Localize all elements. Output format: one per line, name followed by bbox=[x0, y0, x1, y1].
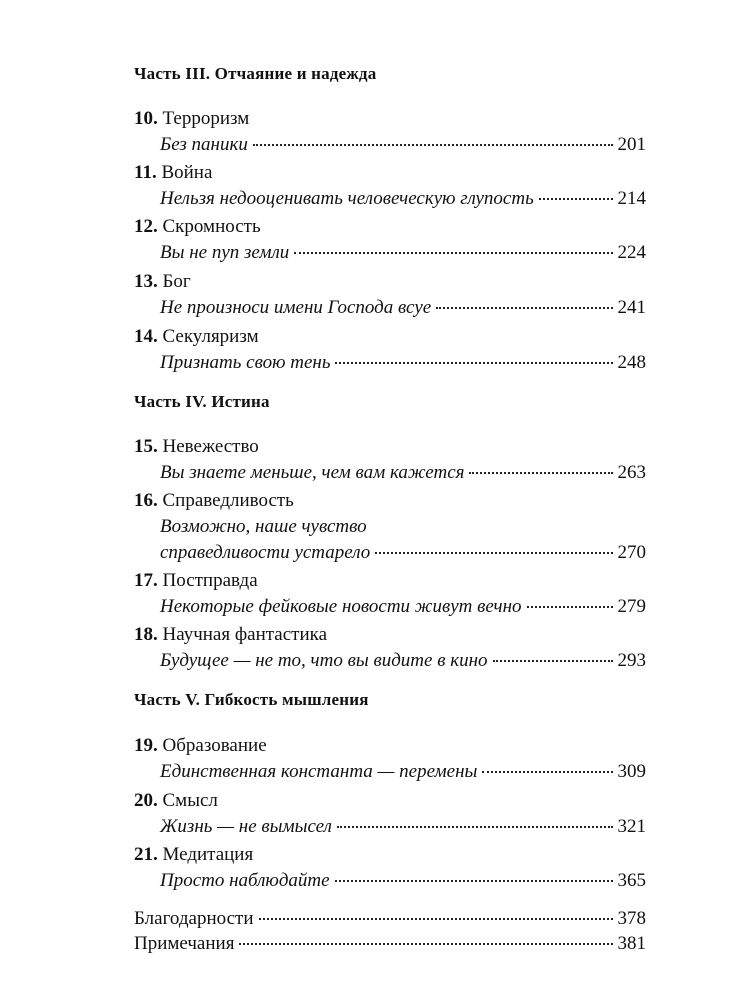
chapter-title: Образование bbox=[162, 735, 267, 756]
toc-entry-10[interactable] bbox=[134, 106, 646, 158]
backmatter-title: Примечания bbox=[134, 933, 235, 954]
dot-leader bbox=[337, 826, 613, 828]
chapter-title: Смысл bbox=[162, 790, 218, 811]
chapter-number: 20. bbox=[134, 790, 158, 811]
toc-entry-21[interactable] bbox=[134, 842, 646, 894]
toc-entry-notes[interactable] bbox=[134, 931, 646, 957]
page-number: 248 bbox=[617, 352, 646, 373]
chapter-subtitle: Без паники bbox=[160, 134, 248, 155]
page-number: 263 bbox=[617, 462, 646, 483]
chapter-title: Медитация bbox=[162, 844, 254, 865]
dot-leader bbox=[482, 771, 612, 773]
chapter-number: 13. bbox=[134, 271, 158, 292]
chapter-subtitle-line2: справедливости устарело bbox=[160, 542, 371, 563]
chapter-subtitle: Некоторые фейковые новости живут вечно bbox=[160, 596, 522, 617]
chapter-title: Скромность bbox=[162, 216, 261, 237]
toc-entry-11[interactable] bbox=[134, 160, 646, 212]
toc-entry-17[interactable] bbox=[134, 568, 646, 620]
dot-leader bbox=[469, 472, 612, 474]
backmatter-title: Благодарности bbox=[134, 908, 254, 929]
part-title-3: Часть III. Отчаяние и надежда bbox=[134, 64, 377, 83]
dot-leader bbox=[375, 552, 612, 554]
page-number: 381 bbox=[617, 933, 646, 954]
dot-leader bbox=[436, 307, 612, 309]
page-number: 321 bbox=[617, 816, 646, 837]
chapter-title: Справедливость bbox=[162, 490, 294, 511]
chapter-title: Научная фантастика bbox=[162, 624, 327, 645]
page-number: 309 bbox=[617, 761, 646, 782]
chapter-number: 15. bbox=[134, 436, 158, 457]
chapter-number: 19. bbox=[134, 735, 158, 756]
chapter-subtitle: Жизнь — не вымысел bbox=[160, 816, 332, 837]
chapter-subtitle: Нельзя недооценивать человеческую глупость bbox=[160, 188, 534, 209]
chapter-number: 11. bbox=[134, 162, 157, 183]
chapter-subtitle: Вы не пуп земли bbox=[160, 242, 290, 263]
chapter-number: 14. bbox=[134, 326, 158, 347]
page-number: 241 bbox=[617, 297, 646, 318]
page-number: 201 bbox=[617, 134, 646, 155]
part-title-4: Часть IV. Истина bbox=[134, 392, 270, 411]
toc-entry-18[interactable] bbox=[134, 622, 646, 674]
chapter-subtitle: Единственная константа — перемены bbox=[160, 761, 478, 782]
page-number: 279 bbox=[617, 596, 646, 617]
dot-leader bbox=[335, 880, 613, 882]
chapter-title: Война bbox=[161, 162, 213, 183]
page-number: 214 bbox=[617, 188, 646, 209]
chapter-subtitle-line1: Возможно, наше чувство bbox=[160, 516, 367, 537]
dot-leader bbox=[335, 362, 612, 364]
dot-leader bbox=[239, 943, 612, 945]
dot-leader bbox=[539, 198, 613, 200]
chapter-number: 21. bbox=[134, 844, 158, 865]
dot-leader bbox=[527, 606, 613, 608]
page-number: 293 bbox=[617, 650, 646, 671]
dot-leader bbox=[294, 252, 612, 254]
chapter-title: Постправда bbox=[162, 570, 258, 591]
part-title-5: Часть V. Гибкость мышления bbox=[134, 690, 369, 709]
dot-leader bbox=[259, 918, 613, 920]
toc-entry-acknowledgements[interactable] bbox=[134, 906, 646, 932]
page-number: 378 bbox=[617, 908, 646, 929]
chapter-subtitle: Будущее — не то, что вы видите в кино bbox=[160, 650, 488, 671]
chapter-subtitle: Не произноси имени Господа всуе bbox=[160, 297, 432, 318]
chapter-title: Бог bbox=[162, 271, 191, 292]
toc-entry-16[interactable] bbox=[134, 488, 646, 566]
chapter-title: Секуляризм bbox=[162, 326, 259, 347]
toc-entry-19[interactable] bbox=[134, 733, 646, 785]
page-number: 224 bbox=[617, 242, 646, 263]
page-number: 365 bbox=[617, 870, 646, 891]
chapter-subtitle: Просто наблюдайте bbox=[160, 870, 330, 891]
chapter-number: 12. bbox=[134, 216, 158, 237]
toc-entry-14[interactable] bbox=[134, 324, 646, 376]
chapter-title: Терроризм bbox=[162, 108, 250, 129]
chapter-title: Невежество bbox=[162, 436, 259, 457]
chapter-number: 18. bbox=[134, 624, 158, 645]
dot-leader bbox=[493, 660, 613, 662]
toc-entry-15[interactable] bbox=[134, 434, 646, 486]
chapter-subtitle: Признать свою тень bbox=[160, 352, 331, 373]
page-number: 270 bbox=[617, 542, 646, 563]
chapter-subtitle: Вы знаете меньше, чем вам кажется bbox=[160, 462, 465, 483]
chapter-number: 17. bbox=[134, 570, 158, 591]
toc-entry-20[interactable] bbox=[134, 788, 646, 840]
chapter-number: 10. bbox=[134, 108, 158, 129]
toc-entry-13[interactable] bbox=[134, 269, 646, 321]
toc-entry-12[interactable] bbox=[134, 214, 646, 266]
dot-leader bbox=[253, 144, 613, 146]
chapter-number: 16. bbox=[134, 490, 158, 511]
